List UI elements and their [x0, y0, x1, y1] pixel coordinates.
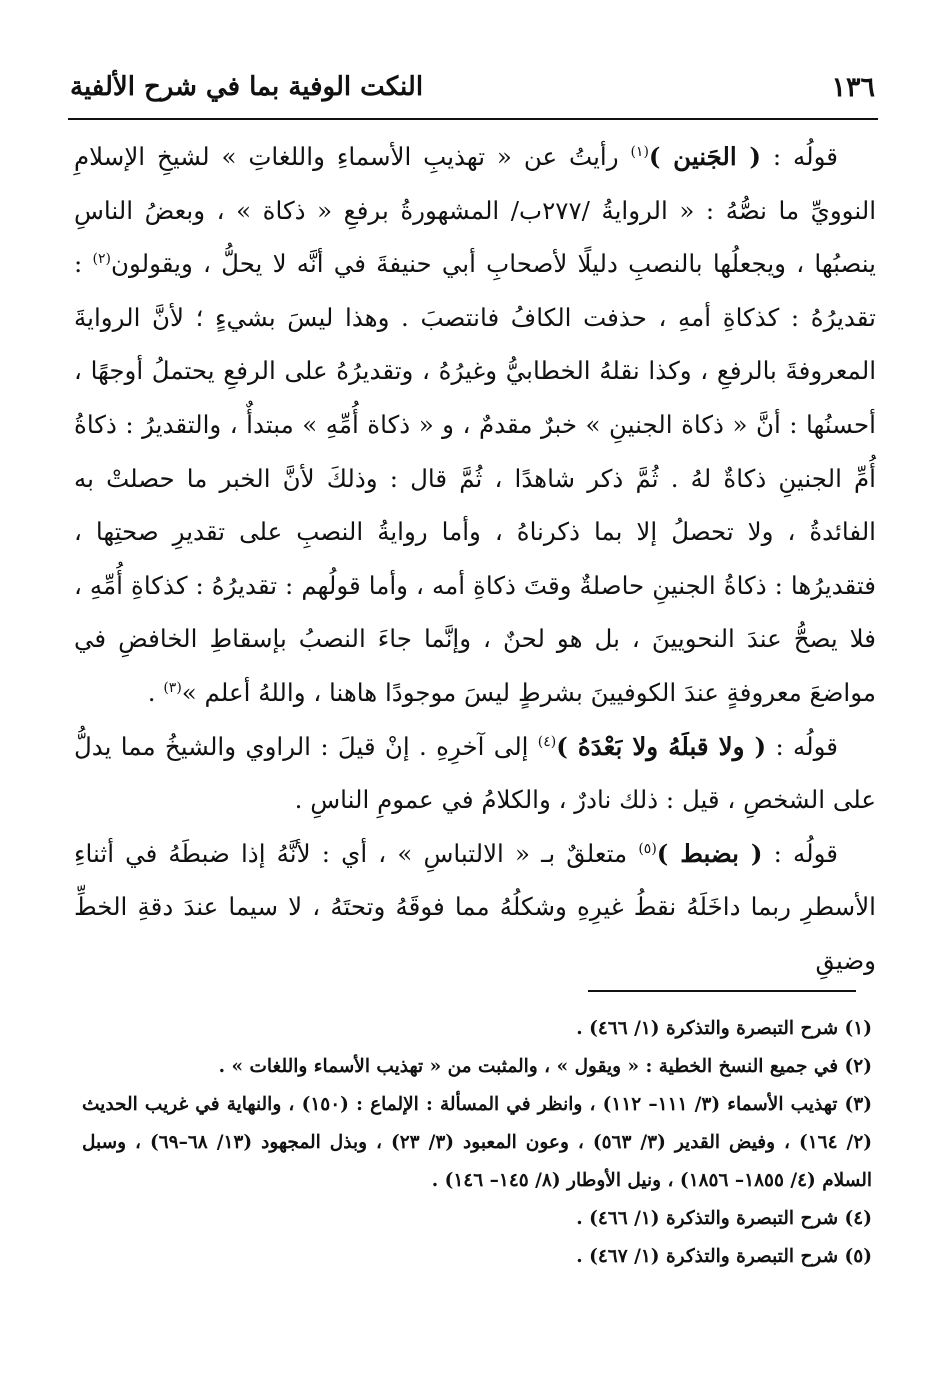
lemma: ( الجَنين ) — [648, 142, 761, 171]
footnotes — [82, 1010, 872, 1276]
paragraph-text: متعلقٌ بـ « الالتباسِ » ، أي : لأنَّهُ إذا ضبطَهُ في أثناءِ الأسطرِ ربما داخَلَهُ نقطُ غيرِهِ وشكلُهُ مما فوقَهُ وتحتَهُ ، لا سيما عندَ دقةِ الخطِّ وضيقِ — [74, 838, 876, 975]
paragraph-lead: قولُه : — [762, 838, 838, 868]
footnote-rule — [588, 990, 856, 992]
footnote-4: (٤) شرح التبصرة والتذكرة (١/ ٤٦٦) . — [576, 1208, 872, 1229]
main-text — [74, 130, 876, 988]
paragraph-text: : تقديرُهُ : كذكاةِ أمهِ ، حذفت الكافُ فانتصبَ . وهذا ليسَ بشيءٍ ؛ لأنَّ الروايةَ المعروفةَ بالرفعِ ، وكذا نقلهُ الخطابيُّ وغيرُهُ ، وتقديرُهُ على الرفعِ يحتملُ أوجهًا ، أحسنُها : أنَّ « ذكاة الجنينِ » خبرٌ مقدمٌ ، و « ذكاة أُمِّهِ » مبتدأٌ ، والتقديرُ : ذكاةُ أُمِّ الجنينِ ذكاةٌ لهُ . ثُمَّ ذكر شاهدًا ، ثُمَّ قال : وذلكَ لأنَّ الخبر ما حصلتْ به الفائدةُ ، ولا تحصلُ إلا بما ذكرناهُ ، وأما روايةُ النصبِ على تقديرِ صحتِها ، فتقديرُها : ذكاةُ الجنينِ حاصلةٌ وقتَ ذكاةِ أمه ، وأما قولُهم : تقديرُهُ : كذكاةِ أُمِّهِ ، فلا يصحُّ عندَ النحويينَ ، بل هو لحنٌ ، وإنَّما جاءَ النصبُ بإسقاطِ الخافضِ في مواضعَ معروفةٍ عندَ الكوفيينَ بشرطٍ ليسَ موجودًا هاهنا ، واللهُ أعلم » — [74, 249, 876, 707]
paragraph-lead: قولُه : — [760, 142, 838, 171]
running-header — [70, 62, 875, 112]
paragraph-lead: قولُه : — [766, 731, 838, 761]
book-title: النكت الوفية بما في شرح الألفية — [70, 72, 424, 102]
footnote-5: (٥) شرح التبصرة والتذكرة (١/ ٤٦٧) . — [576, 1246, 872, 1267]
header-rule — [68, 118, 878, 120]
paragraph-text: إلى آخرِهِ . إنْ قيلَ : الراوي والشيخُ مما يدلُّ على الشخصِ ، قيل : ذلك نادرٌ ، والكلامُ في عمومِ الناسِ . — [74, 731, 876, 815]
footnote-marker: (٢) — [92, 251, 111, 268]
paragraph-dabt — [74, 827, 876, 988]
page-number: ١٣٦ — [831, 71, 875, 103]
footnote-1: (١) شرح التبصرة والتذكرة (١/ ٤٦٦) . — [576, 1018, 872, 1039]
lemma: ( بضبط ) — [656, 838, 763, 868]
footnote-marker: (٥) — [638, 840, 657, 857]
footnote-3: (٣) تهذيب الأسماء (٣/ ١١١– ١١٢) ، وانظر في المسألة : الإلماع : (١٥٠) ، والنهاية في غريب الحديث (٢/ ١٦٤) ، وفيض القدير (٣/ ٥٦٣) ، وعون المعبود (٣/ ٢٣) ، وبذل المجهود (١٣/ ٦٨–٦٩) ، وسبل السلام (٤/ ١٨٥٥– ١٨٥٦) ، ونيل الأوطار (٨/ ١٤٥– ١٤٦) . — [82, 1094, 873, 1191]
paragraph-qablahu — [74, 720, 876, 827]
footnote-marker: (٤) — [537, 733, 557, 750]
footnote-marker: (١) — [630, 143, 649, 160]
paragraph-text: . — [147, 677, 164, 707]
footnote-2: (٢) في جميع النسخ الخطية : « ويقول » ، والمثبت من « تهذيب الأسماء واللغات » . — [218, 1056, 872, 1077]
paragraph-janin — [74, 130, 876, 720]
lemma: ( ولا قبلَهُ ولا بَعْدَهُ ) — [556, 731, 767, 761]
paragraph-text: رأيتُ عن « تهذيبِ الأسماءِ واللغاتِ » لشيخِ الإسلامِ النوويِّ ما نصُّهُ : « الروايةُ /٢٧٧ب/ المشهورةُ برفعِ « ذكاة » ، وبعضُ الناسِ ينصبُها ، ويجعلُها بالنصبِ دليلًا لأصحابِ أبي حنيفةَ في أنَّه لا يحلُّ ، ويقولون — [74, 142, 876, 279]
footnote-marker: (٣) — [163, 679, 182, 696]
